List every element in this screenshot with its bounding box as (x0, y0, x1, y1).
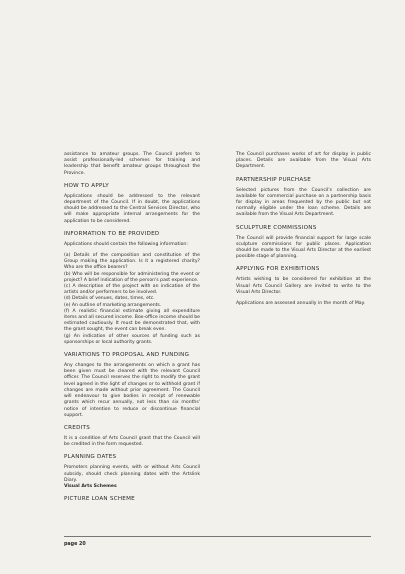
footer-rule (64, 536, 371, 537)
credits-heading: CREDITS (64, 424, 91, 431)
information-heading: INFORMATION TO BE PROVIDED (64, 230, 160, 237)
exhibitions-text: Artists wishing to be considered for exhibition at the Visual Arts Council Gallery are invited to write to the Visual Arts Director. (236, 277, 371, 295)
variations-text: Any changes to the arrangements on which a grant has been given must be cleared with the relevant Council officer. The Council reserves the right to modify the grant level agreed in the light of changes or to withhold grant if changes are made without prior agreement. The Council will endeavour to give bodies in receipt of renewable grants which recur annually, not less than six months' notice of intention to reduce or discontinue financial support. (64, 363, 200, 418)
variations-heading: VARIATIONS TO PROPOSAL AND FUNDING (64, 352, 190, 359)
partnership-text: Selected pictures from the Council's collection are available for commercial purchase on a partnership basis for display in areas frequented by the public but not normally eligible under the loan scheme. Details are available from the Visual Arts Department. (236, 187, 371, 218)
intro-paragraph: assistance to amateur groups. The Council prefers to assist professionally-led schemes for training and leadership that benefit amateur groups throughout the Province. (64, 152, 200, 176)
planning-text (64, 465, 200, 484)
picture-loan-heading: PICTURE LOAN SCHEME (64, 496, 135, 503)
how-to-apply-heading: HOW TO APPLY (64, 182, 109, 189)
left-column (64, 152, 200, 507)
information-intro: Applications should contain the following information: (64, 241, 188, 247)
list-item: (e) An outline of marketing arrangements. (64, 302, 162, 308)
list-item: (b) Who will be responsible for administering the event or project? A brief indication of the person's past experience. (64, 271, 200, 283)
list-item: (a) Details of the composition and constitution of the Group making the application. Is it a registered charity? Who are the office bearers? (64, 253, 200, 271)
planning-body: Promoters planning events, with or without Arts Council subsidy, should check planning dates with the Artslink Diary. (64, 465, 200, 483)
visual-arts-schemes-heading: Visual Arts Schemes (64, 483, 117, 489)
exhibitions-heading: APPLYING FOR EXHIBITIONS (236, 266, 320, 273)
purchase-intro: The Council purchases works of art for display in public places. Details are available from the Visual Arts Department. (236, 152, 371, 170)
page-number: page 20 (64, 542, 86, 547)
list-item: (c) A description of the project with an indication of the artists and/or performers to be involved. (64, 284, 200, 296)
annual-assessment-text: Applications are assessed annually in the month of May. (236, 301, 366, 307)
list-item: (d) Details of venues, dates, times, etc. (64, 296, 155, 302)
list-item: (g) An indication of other sources of funding such as sponsorships or local authority grants. (64, 333, 200, 345)
sculpture-heading: SCULPTURE COMMISSIONS (236, 224, 317, 231)
partnership-heading: PARTNERSHIP PURCHASE (236, 176, 311, 183)
information-list (64, 253, 200, 346)
planning-heading: PLANNING DATES (64, 454, 117, 461)
right-column (236, 152, 371, 312)
credits-text: It is a condition of Arts Council grant that the Council will be credited in the form requested. (64, 435, 200, 448)
how-to-apply-text: Applications should be addressed to the relevant department of the Council. If in doubt, the applications should be addressed to the Central Services Director, who will make appropriate internal arrangements for the application to be considered. (64, 193, 200, 224)
sculpture-text: The Council will provide financial support for large scale sculpture commissions for public places. Application should be made to the Visual Arts Director at the earliest possible stage of planning. (236, 235, 371, 260)
list-item: (f) A realistic financial estimate giving all expenditure items and all secured income. Box-office income should be estimated cautiously. It must be demonstrated that, with the grant sought, the event can break even. (64, 308, 200, 333)
